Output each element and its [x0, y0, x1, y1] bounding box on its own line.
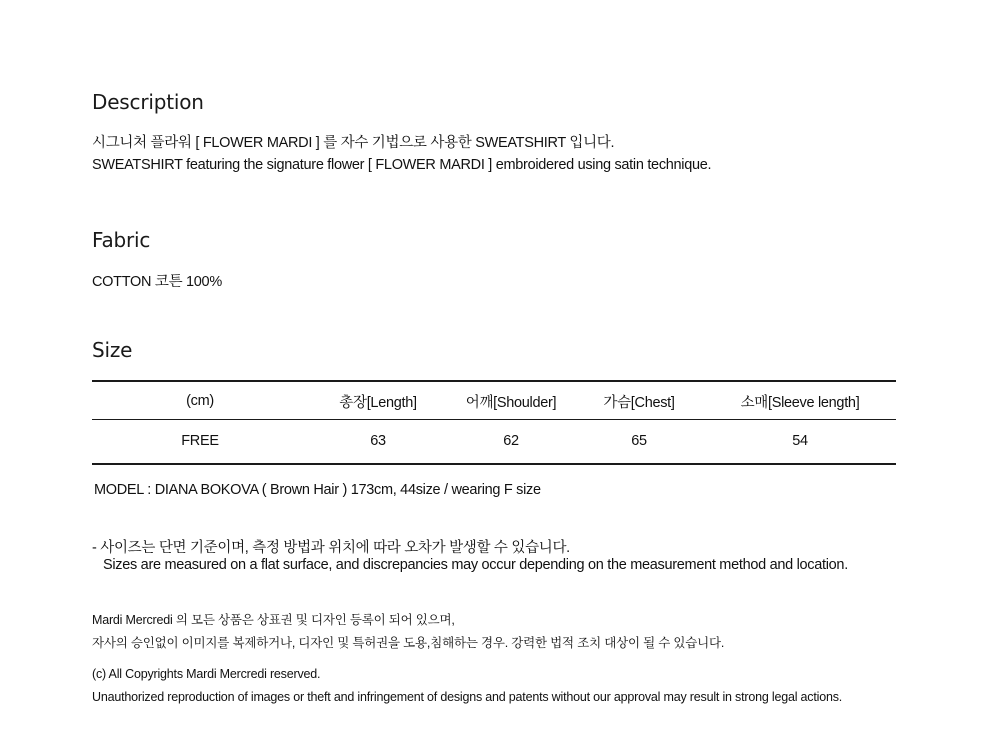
size-header-length: 총장[Length]	[308, 381, 448, 419]
legal-line-en: Unauthorized reproduction of images or theft and infringement of designs and patents without our approval may result in strong legal actions.	[92, 690, 843, 704]
legal-line-1: Mardi Mercredi 의 모든 상품은 상표권 및 디자인 등록이 되어 있으며,	[92, 613, 455, 627]
size-cell-sleeve: 54	[704, 419, 896, 464]
size-header-shoulder: 어깨[Shoulder]	[448, 381, 574, 419]
size-table	[92, 380, 896, 465]
size-notice-en: Sizes are measured on a flat surface, and discrepancies may occur depending on the measurement method and location.	[103, 557, 848, 573]
description-text-ko: 시그니처 플라워 [ FLOWER MARDI ] 를 자수 기법으로 사용한 SWEATSHIRT 입니다.	[92, 135, 615, 151]
fabric-text: COTTON 코튼 100%	[92, 274, 222, 290]
model-note: MODEL : DIANA BOKOVA ( Brown Hair ) 173cm, 44size / wearing F size	[94, 482, 541, 498]
size-cell-label: FREE	[92, 419, 308, 464]
size-cell-shoulder: 62	[448, 419, 574, 464]
size-header-chest: 가슴[Chest]	[574, 381, 704, 419]
copyright-text: (c) All Copyrights Mardi Mercredi reserved.	[92, 667, 321, 681]
fabric-heading: Fabric	[92, 228, 151, 252]
size-cell-chest: 65	[574, 419, 704, 464]
size-header-sleeve: 소매[Sleeve length]	[704, 381, 896, 419]
size-notice-ko: - 사이즈는 단면 기준이며, 측정 방법과 위치에 따라 오차가 발생할 수 있습니다.	[92, 540, 570, 556]
table-row	[92, 419, 896, 464]
size-cell-length: 63	[308, 419, 448, 464]
legal-line-2: 자사의 승인없이 이미지를 복제하거나, 디자인 및 특허권을 도용,침해하는 경우. 강력한 법적 조치 대상이 될 수 있습니다.	[92, 636, 725, 650]
size-header-unit: (cm)	[92, 381, 308, 419]
size-heading: Size	[92, 338, 133, 362]
description-text-en: SWEATSHIRT featuring the signature flower [ FLOWER MARDI ] embroidered using satin technique.	[92, 157, 712, 173]
size-table-header-row	[92, 381, 896, 419]
description-heading: Description	[92, 90, 204, 114]
